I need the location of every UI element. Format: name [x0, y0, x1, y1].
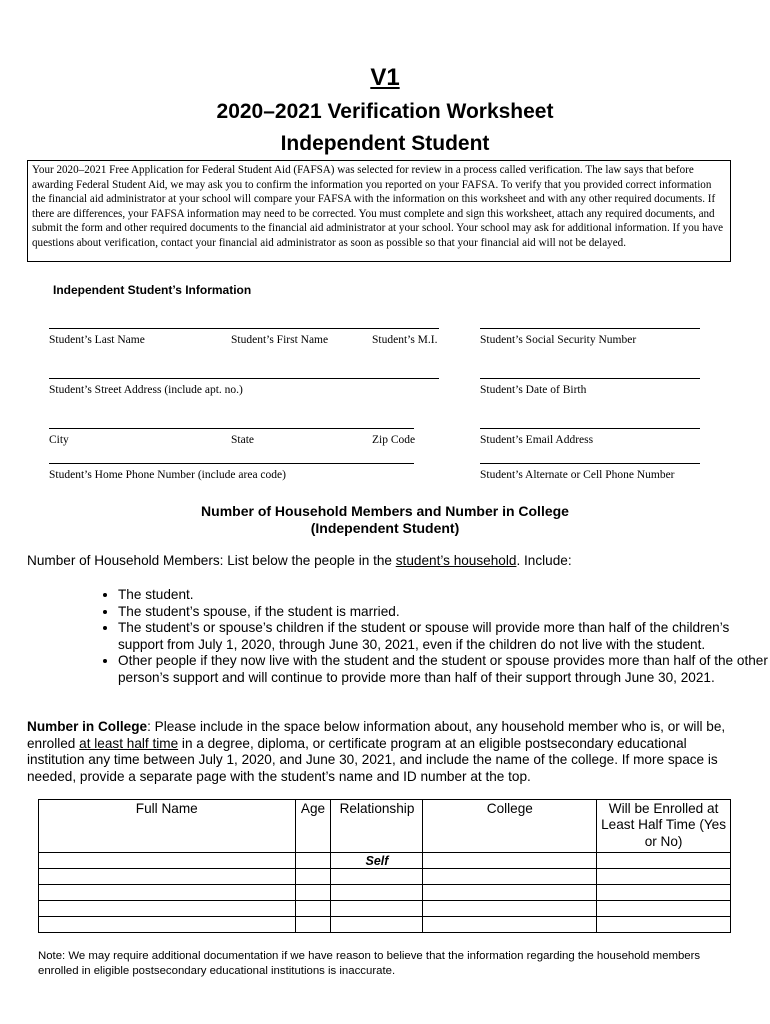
header-full-name: Full Name [39, 800, 296, 853]
dob-input-line[interactable] [480, 378, 700, 379]
age-cell[interactable] [295, 917, 331, 933]
state-label: State [231, 434, 254, 446]
header-enrolled: Will be Enrolled at Least Half Time (Yes or No) [597, 800, 731, 853]
alt-phone-label: Student’s Alternate or Cell Phone Number [480, 469, 675, 481]
list-item: • The student’s or spouse’s children if the student or spouse will provide more than half of the children’s support from July 1, 2020, through June 30, 2021, even if the children do not live with the student. [118, 620, 770, 653]
number-in-college-text: : Please include in the space below information about, any household member who is, or will be, enrolled [27, 719, 726, 751]
mi-label: Student’s M.I. [372, 334, 438, 346]
enrolled-cell[interactable] [597, 853, 731, 869]
list-item: • The student. [118, 587, 770, 604]
home-phone-label: Student’s Home Phone Number (include area code) [49, 469, 286, 481]
relationship-cell[interactable] [331, 869, 423, 885]
half-time-underline: at least half time [79, 735, 179, 751]
street-input-line[interactable] [49, 378, 439, 379]
household-intro-text: Number of Household Members: List below the people in the [27, 553, 396, 568]
table-row [39, 901, 731, 917]
number-in-college-text-end: in a degree, diploma, or certificate program at an eligible postsecondary educational institution any time between July 1, 2020, and June 30, 2021, and include the name of the college. If more space is needed, provide a separate page with the student’s name and ID number at the top. [27, 735, 718, 784]
age-cell[interactable] [295, 885, 331, 901]
relationship-cell[interactable] [331, 917, 423, 933]
age-cell[interactable] [295, 869, 331, 885]
alt-phone-input-line[interactable] [480, 463, 700, 464]
version-label: V1 [370, 64, 400, 91]
header-relationship: Relationship [331, 800, 423, 853]
household-subtitle: (Independent Student) [310, 520, 460, 536]
dob-label: Student’s Date of Birth [480, 384, 587, 396]
last-name-label: Student’s Last Name [49, 334, 145, 346]
college-cell[interactable] [423, 917, 597, 933]
household-bullet-list [90, 587, 770, 687]
household-intro-end: . Include: [516, 553, 572, 568]
college-cell[interactable] [423, 885, 597, 901]
household-table [38, 799, 731, 933]
full-name-cell[interactable] [39, 869, 296, 885]
college-cell[interactable] [423, 853, 597, 869]
full-name-cell[interactable] [39, 885, 296, 901]
full-name-cell[interactable] [39, 853, 296, 869]
enrolled-cell[interactable] [597, 885, 731, 901]
page-subtitle: Independent Student [280, 132, 490, 155]
email-label: Student’s Email Address [480, 434, 594, 446]
college-cell[interactable] [423, 901, 597, 917]
name-input-line[interactable] [49, 328, 439, 329]
first-name-label: Student’s First Name [231, 334, 329, 346]
list-item: • The student’s spouse, if the student is married. [118, 604, 770, 621]
relationship-cell[interactable] [331, 885, 423, 901]
relationship-cell[interactable] [331, 901, 423, 917]
college-cell[interactable] [423, 869, 597, 885]
home-phone-input-line[interactable] [49, 463, 414, 464]
table-row [39, 853, 731, 869]
number-in-college-label: Number in College [27, 719, 148, 734]
header-age: Age [295, 800, 331, 853]
full-name-cell[interactable] [39, 917, 296, 933]
relationship-cell: Self [331, 853, 423, 869]
age-cell[interactable] [295, 901, 331, 917]
age-cell[interactable] [295, 853, 331, 869]
ssn-label: Student’s Social Security Number [480, 334, 637, 346]
number-in-college-paragraph [27, 719, 747, 785]
street-label: Student’s Street Address (include apt. no.) [49, 384, 243, 396]
intro-box: Your 2020–2021 Free Application for Federal Student Aid (FAFSA) was selected for review in a process called verification. The law says that before awarding Federal Student Aid, we may ask you to confirm the information you reported on your FAFSA. To verify that you provided correct information the financial aid administrator at your school will compare your FAFSA with the information on this worksheet and with any other required documents. If there are differences, your FAFSA information may need to be corrected. You must complete and sign this worksheet, attach any required documents, and submit the form and other required documents to the financial aid administrator at your school. Your school may ask for additional information. If you have questions about verification, contact your financial aid administrator as soon as possible so that your financial aid will not be delayed. [27, 160, 731, 262]
list-item: • Other people if they now live with the student and the student or spouse provides more than half of the other person’s support and will continue to provide more than half of their support through June 30, 2021. [118, 653, 770, 686]
page-title: 2020–2021 Verification Worksheet [216, 100, 554, 123]
email-input-line[interactable] [480, 428, 700, 429]
header-college: College [423, 800, 597, 853]
footnote: Note: We may require additional documentation if we have reason to believe that the information regarding the household members enrolled in eligible postsecondary educational institutions is inaccurate. [38, 950, 701, 977]
household-intro-underline: student’s household [395, 553, 517, 568]
table-row [39, 917, 731, 933]
table-header-row [39, 800, 731, 853]
table-row [39, 885, 731, 901]
ssn-input-line[interactable] [480, 328, 700, 329]
student-info-heading: Independent Student’s Information [53, 283, 252, 297]
table-row [39, 869, 731, 885]
city-state-zip-input-line[interactable] [49, 428, 414, 429]
enrolled-cell[interactable] [597, 869, 731, 885]
full-name-cell[interactable] [39, 901, 296, 917]
zip-label: Zip Code [372, 434, 416, 446]
household-title: Number of Household Members and Number in College [201, 503, 569, 519]
city-label: City [49, 434, 69, 446]
household-intro [27, 553, 747, 570]
enrolled-cell[interactable] [597, 917, 731, 933]
enrolled-cell[interactable] [597, 901, 731, 917]
